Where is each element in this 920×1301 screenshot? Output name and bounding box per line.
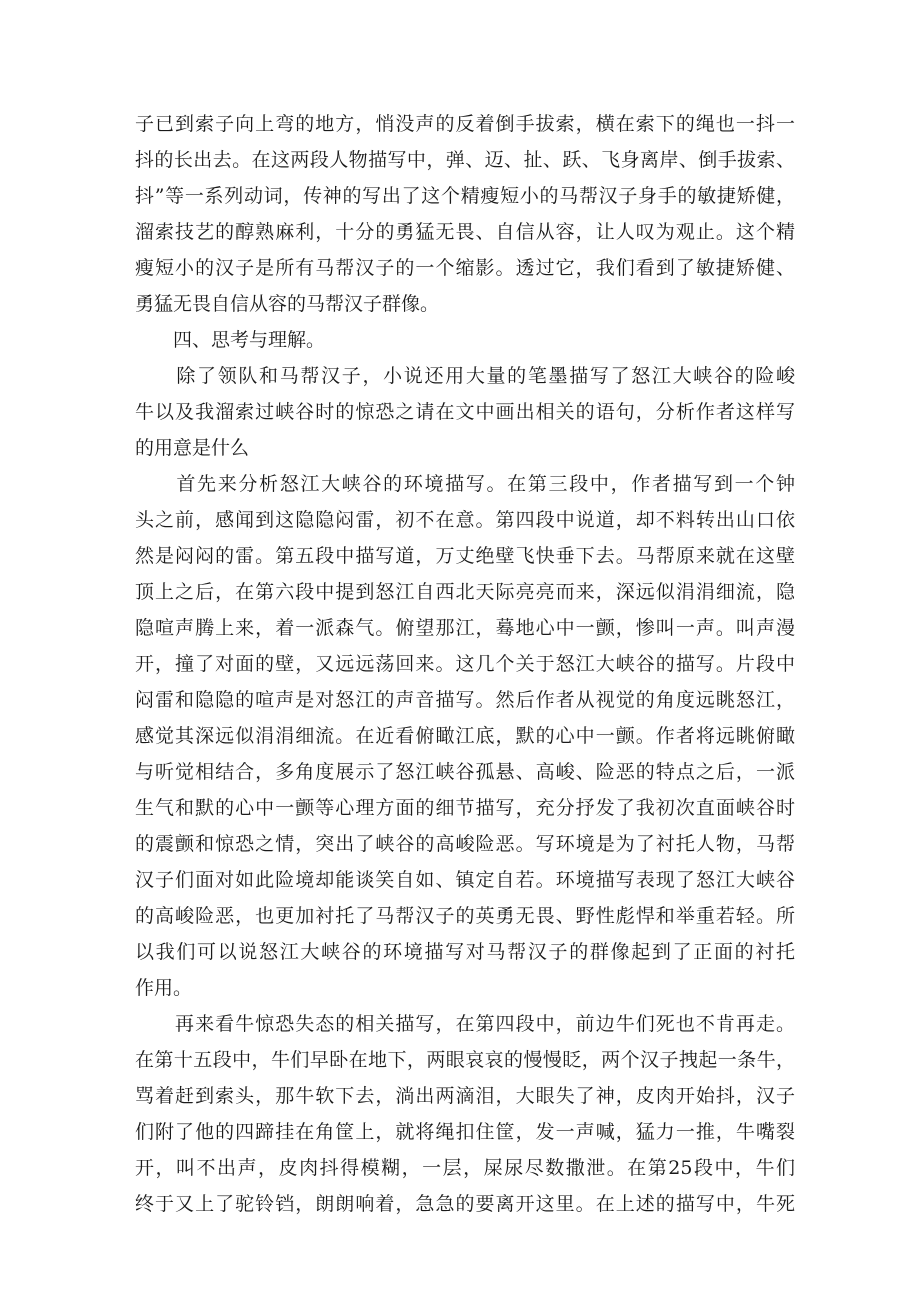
text-line: 与听觉相结合，多角度展示了怒江峡谷孤悬、高峻、险恶的特点之后，一派: [135, 761, 795, 783]
section-title: 四、思考与理解。: [135, 329, 326, 351]
text-line: 勇猛无畏自信从容的马帮汉子群像。: [135, 293, 440, 315]
paragraph-environment-analysis: [135, 466, 795, 1006]
text-line: 子已到索子向上弯的地方，悄没声的反着倒手拔索，横在索下的绳也一抖一: [135, 113, 795, 135]
section-heading: [135, 322, 795, 358]
text-line: 的高峻险恶，也更加衬托了马帮汉子的英勇无畏、野性彪悍和举重若轻。所: [135, 905, 795, 927]
document-page: [135, 106, 795, 1222]
text-line: 终于又上了驼铃铛，朗朗响着，急急的要离开这里。在上述的描写中，牛死: [135, 1193, 795, 1215]
text-line: 再来看牛惊恐失态的相关描写，在第四段中，前边牛们死也不肯再走。: [135, 1013, 795, 1035]
text-line: 的用意是什么: [135, 437, 250, 459]
text-line: 的震颤和惊恐之情，突出了峡谷的高峻险恶。写环境是为了衬托人物，马帮: [135, 833, 795, 855]
paragraph-cattle-analysis: [135, 1006, 795, 1222]
text-line: 在第十五段中，牛们早卧在地下，两眼哀哀的慢慢眨，两个汉子拽起一条牛，: [135, 1049, 795, 1071]
text-line: 隐喧声腾上来，着一派森气。俯望那江，蓦地心中一颤，惨叫一声。叫声漫: [135, 617, 795, 639]
text-line: 闷雷和隐隐的喧声是对怒江的声音描写。然后作者从视觉的角度远眺怒江，: [135, 689, 795, 711]
text-line: 骂着赶到索头，那牛软下去，淌出两滴泪，大眼失了神，皮肉开始抖，汉子: [135, 1085, 795, 1107]
text-line: 首先来分析怒江大峡谷的环境描写。在第三段中，作者描写到一个钟: [135, 473, 795, 495]
text-line: 抖”等一系列动词，传神的写出了这个精瘦短小的马帮汉子身手的敏捷矫健，: [135, 185, 795, 207]
text-line: 瘦短小的汉子是所有马帮汉子的一个缩影。透过它，我们看到了敏捷矫健、: [135, 257, 795, 279]
text-line: 抖的长出去。在这两段人物描写中，弹、迈、扯、跃、飞身离岸、倒手拔索、: [135, 149, 795, 171]
text-line: 汉子们面对如此险境却能谈笑自如、镇定自若。环境描写表现了怒江大峡谷: [135, 869, 795, 891]
text-line: 以我们可以说怒江大峡谷的环境描写对马帮汉子的群像起到了正面的衬托: [135, 941, 795, 963]
text-line: 生气和默的心中一颤等心理方面的细节描写，充分抒发了我初次直面峡谷时: [135, 797, 795, 819]
text-line: 顶上之后，在第六段中提到怒江自西北天际亮亮而来，深远似涓涓细流，隐: [135, 581, 795, 603]
text-line: 作用。: [135, 977, 193, 999]
text-line: 牛以及我溜索过峡谷时的惊恐之请在文中画出相关的语句，分析作者这样写: [135, 401, 795, 423]
paragraph-question: [135, 358, 795, 466]
paragraph-character-summary: [135, 106, 795, 322]
text-line: 然是闷闷的雷。第五段中描写道，万丈绝壁飞快垂下去。马帮原来就在这壁: [135, 545, 795, 567]
text-line: 感觉其深远似涓涓细流。在近看俯瞰江底，默的心中一颤。作者将远眺俯瞰: [135, 725, 795, 747]
text-line: 除了领队和马帮汉子，小说还用大量的笔墨描写了怒江大峡谷的险峻: [135, 365, 795, 387]
text-line: 开，叫不出声，皮肉抖得模糊，一层，屎尿尽数撒泄。在第25段中，牛们: [135, 1157, 795, 1179]
text-line: 开，撞了对面的壁，又远远荡回来。这几个关于怒江大峡谷的描写。片段中: [135, 653, 795, 675]
text-line: 头之前，感闻到这隐隐闷雷，初不在意。第四段中说道，却不料转出山口依: [135, 509, 795, 531]
text-line: 溜索技艺的醇熟麻利，十分的勇猛无畏、自信从容，让人叹为观止。这个精: [135, 221, 795, 243]
text-line: 们附了他的四蹄挂在角筐上，就将绳扣住筐，发一声喊，猛力一推，牛嘴裂: [135, 1121, 795, 1143]
